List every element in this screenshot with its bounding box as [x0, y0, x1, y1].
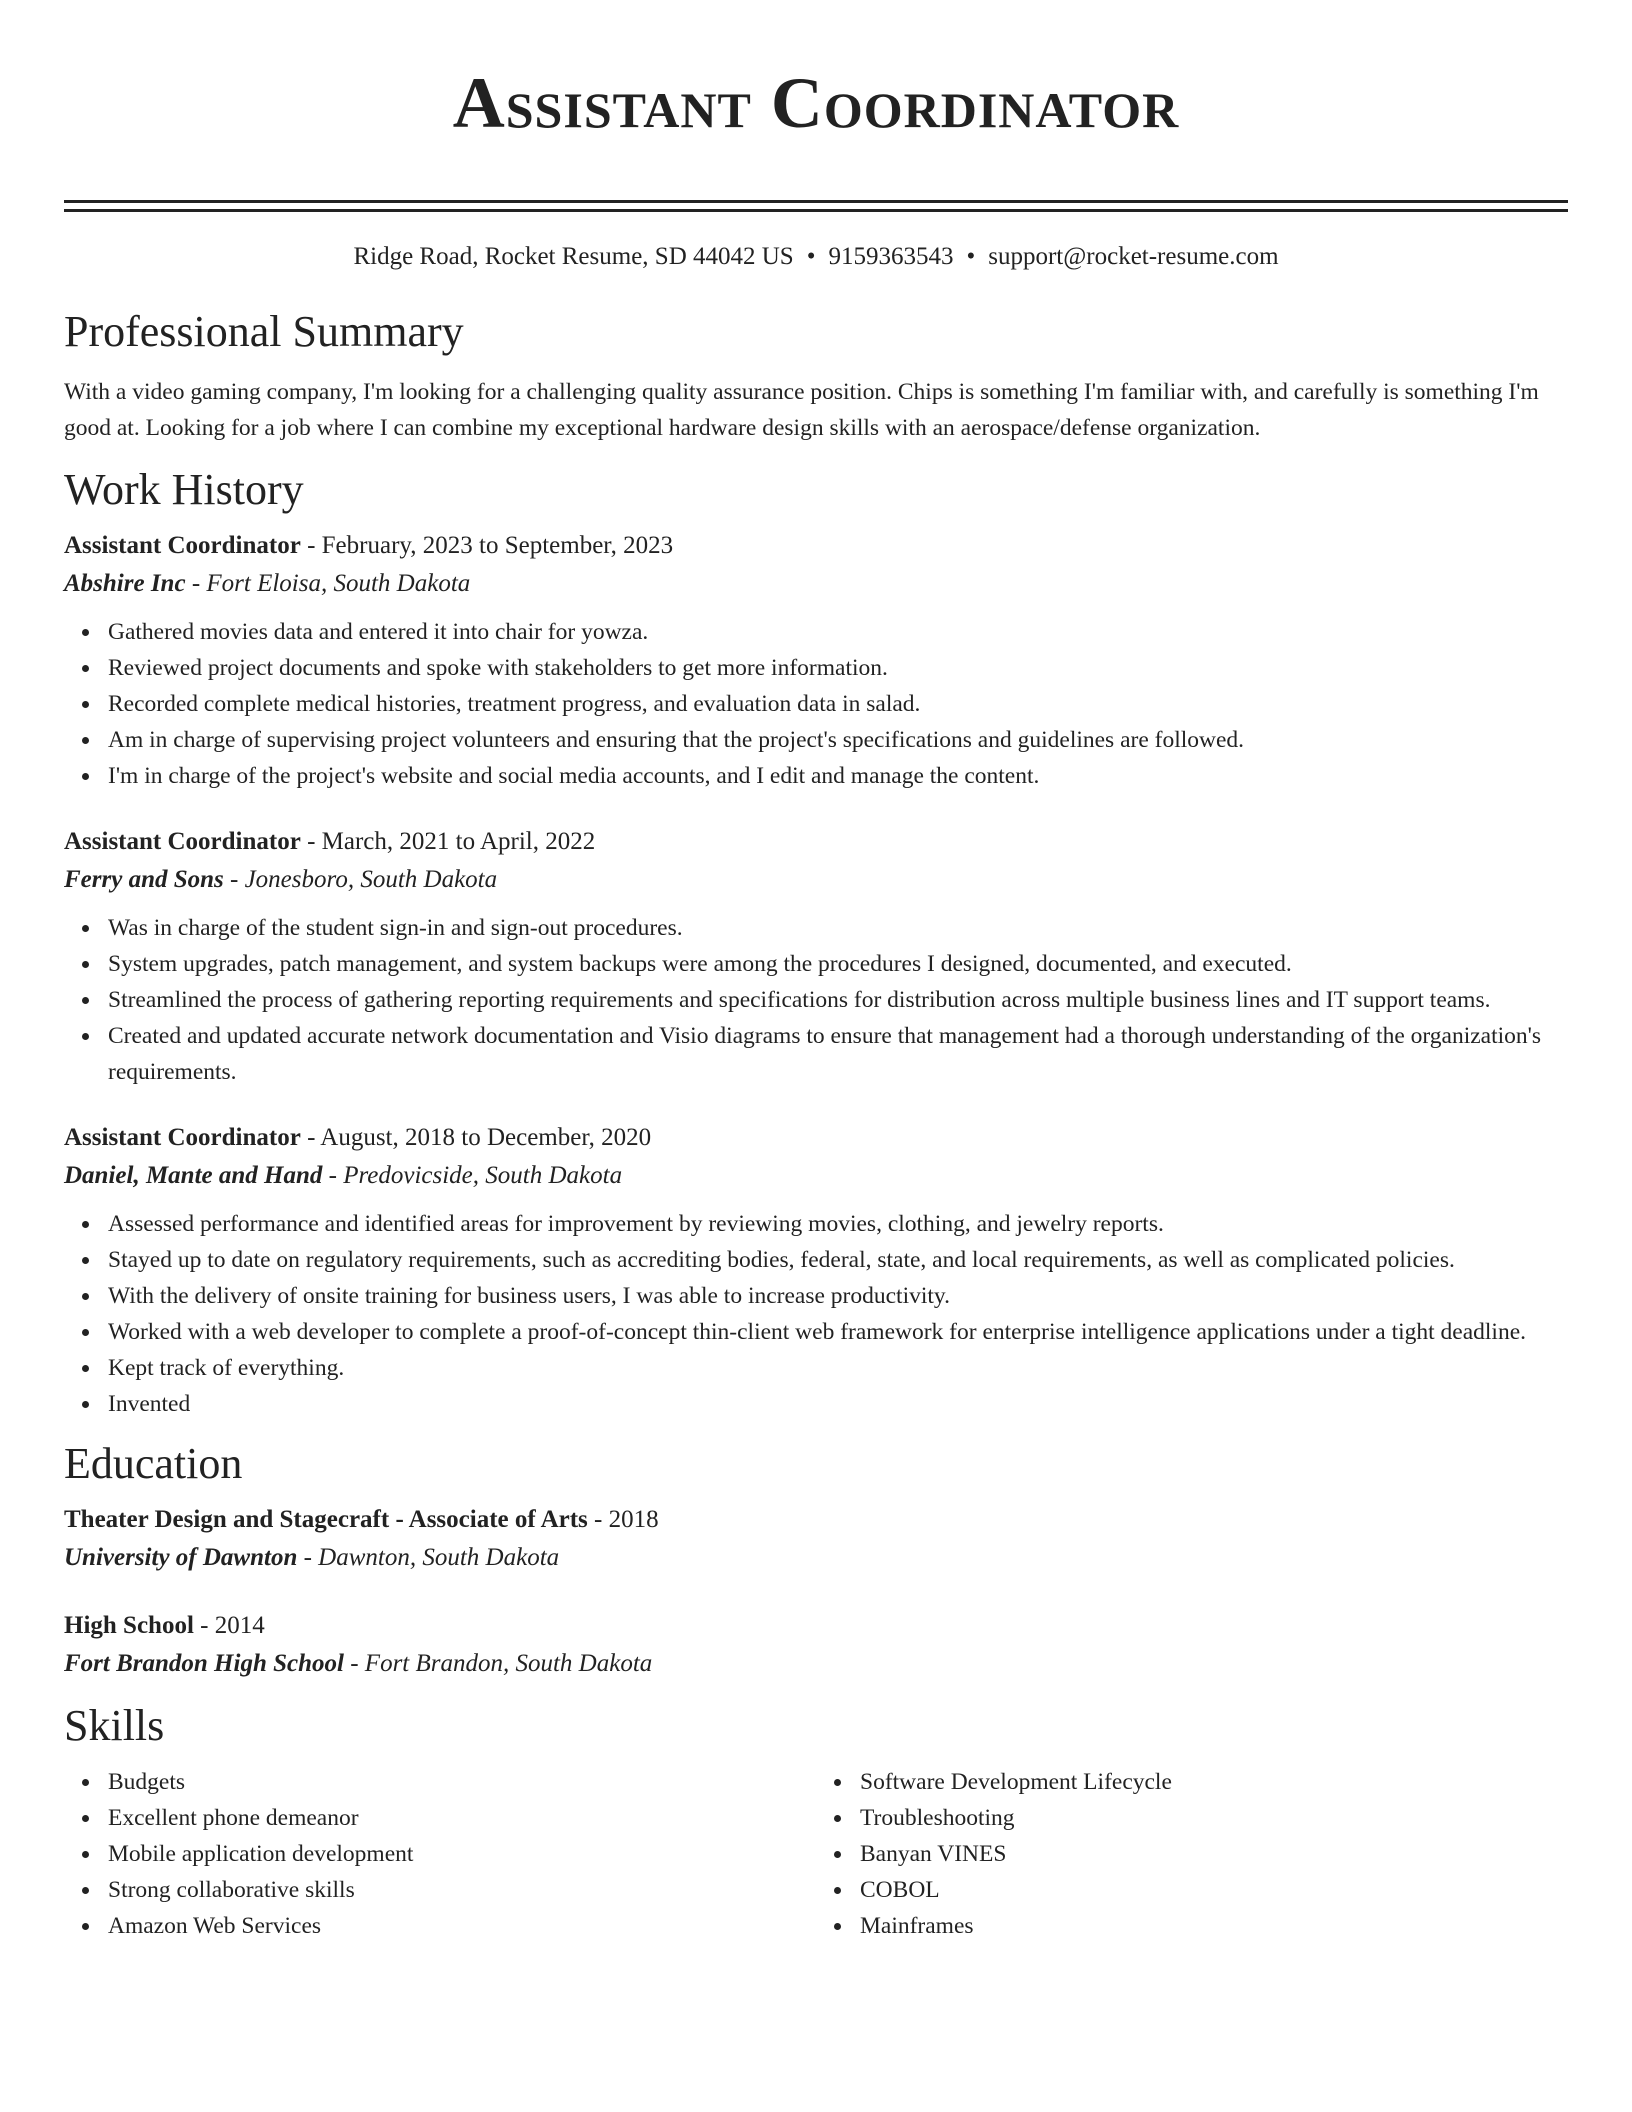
section-heading-skills: Skills [64, 1701, 165, 1750]
work-history-section [64, 462, 1568, 1422]
contact-email: support@rocket-resume.com [988, 243, 1279, 270]
skills-list-left [64, 1764, 816, 1944]
job-title-line [64, 1120, 1568, 1156]
education-year: - 2018 [587, 1506, 659, 1533]
education-degree-line [64, 1608, 1568, 1644]
list-item: Troubleshooting [860, 1800, 1568, 1836]
contact-separator: • [966, 243, 976, 270]
education-entry [64, 1502, 1568, 1578]
summary-section [64, 304, 1568, 446]
job-title-line [64, 528, 1568, 564]
list-item: With the delivery of onsite training for business users, I was able to increase productivity. [108, 1278, 1568, 1314]
education-school: Fort Brandon High School [64, 1650, 344, 1677]
list-item: Invented [108, 1386, 1568, 1422]
job-company-line [64, 860, 1568, 900]
contact-phone: 9159363543 [828, 243, 954, 270]
job-company: Abshire Inc [64, 570, 186, 597]
list-item: Amazon Web Services [108, 1908, 816, 1944]
summary-text: With a video gaming company, I'm looking for a challenging quality assurance position. Chips is something I'm familiar with, and carefully is something I'm good at. Looking for a job where I can combine my exceptional hardware design skills with an aerospace/defense organization. [64, 379, 1539, 441]
job-title-line [64, 824, 1568, 860]
list-item: Streamlined the process of gathering reporting requirements and specifications for distribution across multiple business lines and IT support teams. [108, 982, 1568, 1018]
section-heading-summary: Professional Summary [64, 307, 464, 356]
list-item: Banyan VINES [860, 1836, 1568, 1872]
list-item: Budgets [108, 1764, 816, 1800]
education-school-line [64, 1538, 1568, 1578]
list-item: Created and updated accurate network documentation and Visio diagrams to ensure that management had a thorough understanding of the organization's requirements. [108, 1018, 1568, 1090]
list-item: Stayed up to date on regulatory requirements, such as accrediting bodies, federal, state, and local requirements, as well as complicated policies. [108, 1242, 1568, 1278]
skills-list-right [816, 1764, 1568, 1944]
job-dates: - February, 2023 to September, 2023 [300, 532, 674, 559]
job-entry [64, 528, 1568, 794]
job-location: - Jonesboro, South Dakota [223, 866, 498, 893]
job-title: Assistant Coordinator [64, 532, 301, 559]
job-bullets [64, 614, 1568, 794]
education-location: - Dawnton, South Dakota [297, 1544, 560, 1571]
section-heading-education: Education [64, 1439, 243, 1488]
job-bullets [64, 910, 1568, 1090]
resume-title: Assistant Coordinator [452, 63, 1180, 143]
job-entry [64, 1120, 1568, 1422]
job-location: - Predovicside, South Dakota [322, 1162, 623, 1189]
education-degree: High School [64, 1612, 194, 1639]
list-item: Assessed performance and identified areas for improvement by reviewing movies, clothing, and jewelry reports. [108, 1206, 1568, 1242]
list-item: Was in charge of the student sign-in and sign-out procedures. [108, 910, 1568, 946]
job-company-line [64, 1156, 1568, 1196]
education-year: - 2014 [193, 1612, 265, 1639]
list-item: Recorded complete medical histories, treatment progress, and evaluation data in salad. [108, 686, 1568, 722]
skills-columns [64, 1764, 1568, 1944]
skills-section [64, 1698, 1568, 1944]
contact-address: Ridge Road, Rocket Resume, SD 44042 US [353, 243, 794, 270]
education-section [64, 1436, 1568, 1684]
list-item: Excellent phone demeanor [108, 1800, 816, 1836]
education-entry [64, 1608, 1568, 1684]
list-item: I'm in charge of the project's website and social media accounts, and I edit and manage the content. [108, 758, 1568, 794]
job-dates: - August, 2018 to December, 2020 [300, 1124, 652, 1151]
list-item: COBOL [860, 1872, 1568, 1908]
job-bullets [64, 1206, 1568, 1422]
section-heading-work: Work History [64, 465, 304, 514]
list-item: Mobile application development [108, 1836, 816, 1872]
list-item: Kept track of everything. [108, 1350, 1568, 1386]
education-school-line [64, 1644, 1568, 1684]
education-degree-line [64, 1502, 1568, 1538]
list-item: Worked with a web developer to complete a proof-of-concept thin-client web framework for enterprise intelligence applications under a tight deadline. [108, 1314, 1568, 1350]
job-dates: - March, 2021 to April, 2022 [300, 828, 596, 855]
contact-line [64, 240, 1568, 274]
job-company-line [64, 564, 1568, 604]
list-item: Software Development Lifecycle [860, 1764, 1568, 1800]
job-company: Ferry and Sons [64, 866, 224, 893]
job-title: Assistant Coordinator [64, 1124, 301, 1151]
list-item: Strong collaborative skills [108, 1872, 816, 1908]
list-item: Am in charge of supervising project volunteers and ensuring that the project's specifications and guidelines are followed. [108, 722, 1568, 758]
header-divider [64, 200, 1568, 206]
education-school: University of Dawnton [64, 1544, 298, 1571]
contact-separator: • [806, 243, 816, 270]
list-item: System upgrades, patch management, and system backups were among the procedures I designed, documented, and executed. [108, 946, 1568, 982]
list-item: Reviewed project documents and spoke with stakeholders to get more information. [108, 650, 1568, 686]
list-item: Gathered movies data and entered it into chair for yowza. [108, 614, 1568, 650]
education-degree: Theater Design and Stagecraft - Associate of Arts [64, 1506, 588, 1533]
job-title: Assistant Coordinator [64, 828, 301, 855]
job-entry [64, 824, 1568, 1090]
list-item: Mainframes [860, 1908, 1568, 1944]
education-location: - Fort Brandon, South Dakota [343, 1650, 653, 1677]
job-company: Daniel, Mante and Hand [64, 1162, 323, 1189]
job-location: - Fort Eloisa, South Dakota [185, 570, 471, 597]
